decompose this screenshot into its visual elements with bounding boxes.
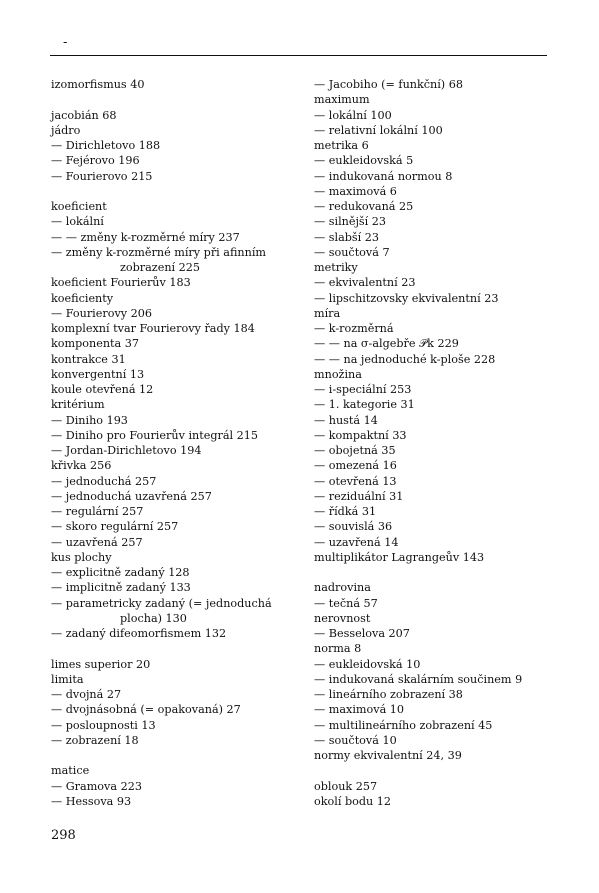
index-spacer	[51, 641, 291, 656]
index-entry: — silnější 23	[314, 215, 387, 229]
index-entry: komplexní tvar Fourierovy řady 184	[51, 322, 255, 335]
index-entry: — eukleidovská 5	[314, 154, 414, 168]
index-entry: — lokální	[51, 215, 104, 229]
index-entry: — redukovaná 25	[314, 200, 414, 213]
index-entry: koeficient	[51, 200, 107, 213]
index-spacer	[314, 565, 554, 580]
index-entry: — jednoduchá uzavřená 257	[51, 489, 212, 503]
index-entry: kritérium	[51, 398, 105, 412]
index-entry: jádro	[51, 123, 81, 137]
index-entry: metrika 6	[314, 139, 369, 152]
index-entry: — posloupnosti 13	[51, 718, 156, 732]
index-entry: — i-speciální 253	[314, 383, 412, 396]
index-entry: multiplikátor Lagrangeův 143	[314, 550, 485, 564]
index-entry: — Fourierovo 215	[51, 169, 153, 183]
index-entry: křivka 256	[51, 459, 112, 473]
index-entry: — obojetná 35	[314, 444, 396, 457]
index-entry: — Diniho pro Fourierův integrál 215	[51, 428, 259, 442]
index-entry: norma 8	[314, 642, 362, 656]
index-entry: — — na σ-algebře 𝒫k 229	[314, 337, 459, 351]
index-entry: — explicitně zadaný 128	[51, 566, 190, 579]
index-entry: — Jacobiho (= funkční) 68	[314, 78, 463, 91]
index-entry: — lipschitzovsky ekvivalentní 23	[314, 291, 499, 305]
index-entry: — ekvivalentní 23	[314, 276, 416, 290]
index-entry: — maximová 6	[314, 184, 397, 198]
index-entry: metriky	[314, 261, 358, 274]
index-entry: izomorfismus 40	[51, 78, 145, 91]
index-entry: — lokální 100	[314, 108, 392, 122]
index-entry: kus plochy	[51, 550, 112, 564]
index-entry: — dvojnásobná (= opakovaná) 27	[51, 703, 241, 717]
index-entry: — tečná 57	[314, 596, 378, 610]
index-entry: — relativní lokální 100	[314, 123, 443, 137]
running-header-mark: -	[63, 35, 68, 50]
index-entry: nerovnost	[314, 611, 371, 625]
index-entry: — Besselova 207	[314, 627, 410, 640]
index-entry: zobrazení 225	[120, 261, 201, 274]
index-entry: míra	[314, 306, 341, 320]
index-entry: plocha) 130	[120, 611, 187, 625]
index-entry: — Dirichletovo 188	[51, 139, 161, 152]
index-entry: kontrakce 31	[51, 352, 126, 366]
index-entry: — součtová 7	[314, 245, 390, 259]
index-entry: maximum	[314, 93, 370, 107]
index-column-right	[314, 77, 554, 809]
index-entry: — indukovaná skalárním součinem 9	[314, 672, 523, 686]
index-entry: okolí bodu 12	[314, 794, 392, 808]
index-entry: koeficienty	[51, 291, 114, 305]
index-entry: koule otevřená 12	[51, 383, 154, 396]
index-spacer	[51, 184, 291, 199]
index-entry: — Diniho 193	[51, 413, 128, 427]
index-entry: jacobián 68	[51, 108, 117, 122]
index-entry: — souvislá 36	[314, 520, 393, 534]
index-spacer	[51, 748, 291, 763]
index-entry: limita	[51, 672, 84, 686]
index-entry: — parametricky zadaný (= jednoduchá	[51, 596, 272, 610]
index-entry: — slabší 23	[314, 230, 380, 244]
index-entry: — omezená 16	[314, 459, 397, 473]
index-entry: komponenta 37	[51, 337, 140, 351]
index-entry: — zadaný difeomorfismem 132	[51, 627, 227, 640]
index-entry: — Jordan-Dirichletovo 194	[51, 444, 202, 457]
index-entry: — zobrazení 18	[51, 733, 139, 747]
index-entry: — Fourierovy 206	[51, 306, 153, 320]
index-entry: — Hessova 93	[51, 794, 132, 808]
index-entry: koeficient Fourierův 183	[51, 276, 191, 290]
index-entry: — — změny k-rozměrné míry 237	[51, 230, 240, 244]
index-entry: — reziduální 31	[314, 489, 404, 503]
index-entry: — uzavřená 257	[51, 535, 143, 549]
index-entry: množina	[314, 367, 362, 381]
header-rule	[50, 55, 547, 56]
index-entry: limes superior 20	[51, 657, 151, 671]
index-entry: — 1. kategorie 31	[314, 398, 415, 412]
index-entry: — implicitně zadaný 133	[51, 581, 191, 595]
index-entry: — Fejérovo 196	[51, 154, 140, 168]
index-entry: — — na jednoduché k-ploše 228	[314, 352, 496, 366]
index-entry: — Gramova 223	[51, 779, 142, 793]
index-spacer	[51, 92, 291, 107]
index-column-left	[51, 77, 291, 809]
index-entry: — řídká 31	[314, 505, 377, 518]
index-entry: — změny k-rozměrné míry při afinním	[51, 245, 267, 259]
index-spacer	[314, 763, 554, 778]
index-entry: nadrovina	[314, 581, 371, 595]
index-entry: — hustá 14	[314, 413, 378, 427]
index-entry: — lineárního zobrazení 38	[314, 688, 463, 701]
index-entry: — otevřená 13	[314, 474, 397, 488]
index-entry: matice	[51, 764, 90, 778]
index-entry: — multilineárního zobrazení 45	[314, 718, 493, 732]
index-entry: — regulární 257	[51, 505, 144, 518]
index-entry: — součtová 10	[314, 733, 397, 747]
index-entry: — eukleidovská 10	[314, 657, 421, 671]
index-entry: — dvojná 27	[51, 688, 122, 701]
index-entry: — uzavřená 14	[314, 535, 399, 549]
index-entry: — kompaktní 33	[314, 428, 407, 442]
index-entry: normy ekvivalentní 24, 39	[314, 749, 462, 762]
index-entry: — skoro regulární 257	[51, 520, 179, 534]
index-entry: — jednoduchá 257	[51, 474, 157, 488]
index-entry: konvergentní 13	[51, 367, 145, 381]
page-number: 298	[51, 828, 76, 843]
index-entry: — k-rozměrná	[314, 322, 394, 335]
index-entry: — maximová 10	[314, 703, 405, 717]
index-entry: — indukovaná normou 8	[314, 169, 453, 183]
index-entry: oblouk 257	[314, 779, 378, 793]
